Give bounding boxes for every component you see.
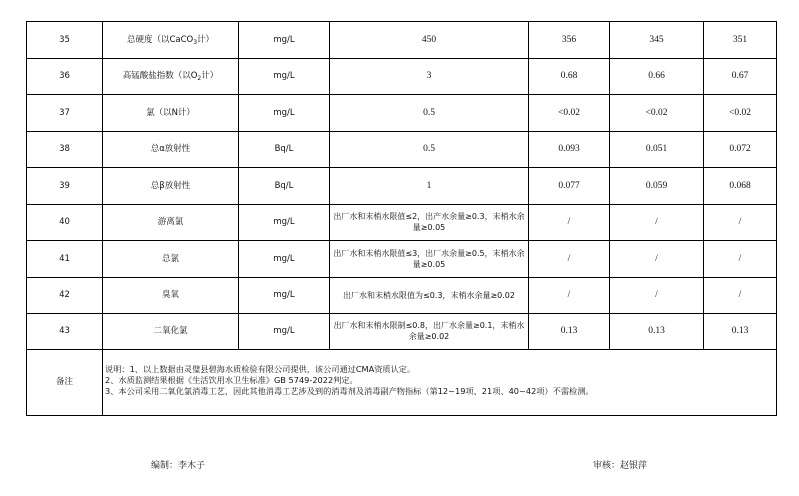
row-number: 38 bbox=[27, 131, 103, 168]
limit-value: 出厂水和末梢水限值≤3，出厂水余量≥0.5，末梢水余量≥0.05 bbox=[330, 241, 529, 278]
notes-row bbox=[27, 349, 777, 415]
result-value-1: 356 bbox=[529, 22, 610, 59]
table-row bbox=[27, 22, 777, 59]
table-row bbox=[27, 58, 777, 95]
result-value-1: <0.02 bbox=[529, 95, 610, 132]
notes-label: 备注 bbox=[27, 349, 103, 415]
unit: mg/L bbox=[239, 58, 330, 95]
item-name: 总β放射性 bbox=[103, 168, 239, 205]
result-value-1: 0.13 bbox=[529, 313, 610, 349]
table-row bbox=[27, 241, 777, 278]
item-name: 总氯 bbox=[103, 241, 239, 278]
result-value-1: 0.077 bbox=[529, 168, 610, 205]
unit: mg/L bbox=[239, 277, 330, 313]
item-name: 总硬度（以CaCO$_3$计） bbox=[103, 22, 239, 59]
limit-value: 出厂水和末梢水限值为≤0.3，末梢水余量≥0.02 bbox=[330, 277, 529, 313]
result-value-2: 0.66 bbox=[610, 58, 704, 95]
result-value-2: <0.02 bbox=[610, 95, 704, 132]
unit: mg/L bbox=[239, 313, 330, 349]
result-value-1: / bbox=[529, 204, 610, 241]
result-value-1: 0.68 bbox=[529, 58, 610, 95]
item-name: 总α放射性 bbox=[103, 131, 239, 168]
signature-footer bbox=[0, 458, 799, 472]
unit: mg/L bbox=[239, 241, 330, 278]
table-row bbox=[27, 95, 777, 132]
result-value-3: 0.072 bbox=[704, 131, 777, 168]
item-name: 二氧化氯 bbox=[103, 313, 239, 349]
result-value-1: / bbox=[529, 277, 610, 313]
table-row bbox=[27, 168, 777, 205]
row-number: 40 bbox=[27, 204, 103, 241]
reviewer-signature: 审核：赵银萍 bbox=[593, 461, 648, 471]
row-number: 43 bbox=[27, 313, 103, 349]
limit-value: 3 bbox=[330, 58, 529, 95]
limit-value: 0.5 bbox=[330, 95, 529, 132]
result-value-2: / bbox=[610, 204, 704, 241]
water-quality-table bbox=[26, 21, 777, 416]
notes-content bbox=[103, 349, 777, 415]
unit: mg/L bbox=[239, 204, 330, 241]
row-number: 39 bbox=[27, 168, 103, 205]
note-line: 说明：1、以上数据由灵璧县碧海水质检验有限公司提供，该公司通过CMA资质认定。 bbox=[105, 363, 416, 374]
row-number: 42 bbox=[27, 277, 103, 313]
limit-value: 1 bbox=[330, 168, 529, 205]
row-number: 35 bbox=[27, 22, 103, 59]
result-value-2: 0.051 bbox=[610, 131, 704, 168]
table-row bbox=[27, 204, 777, 241]
unit: mg/L bbox=[239, 22, 330, 59]
result-value-2: 0.13 bbox=[610, 313, 704, 349]
limit-value: 450 bbox=[330, 22, 529, 59]
limit-value: 出厂水和末梢水限制≤0.8，出厂水余量≥0.1，末梢水余量≥0.02 bbox=[330, 313, 529, 349]
item-name: 高锰酸盐指数（以$O_2$计） bbox=[103, 58, 239, 95]
result-value-3: 0.67 bbox=[704, 58, 777, 95]
result-value-3: / bbox=[704, 241, 777, 278]
unit: Bq/L bbox=[239, 168, 330, 205]
item-name: 臭氧 bbox=[103, 277, 239, 313]
unit: mg/L bbox=[239, 95, 330, 132]
unit: Bq/L bbox=[239, 131, 330, 168]
result-value-3: <0.02 bbox=[704, 95, 777, 132]
result-value-2: / bbox=[610, 241, 704, 278]
result-value-1: / bbox=[529, 241, 610, 278]
row-number: 36 bbox=[27, 58, 103, 95]
result-value-3: / bbox=[704, 277, 777, 313]
note-line: 2、水质监测结果根据《生活饮用水卫生标准》GB 5749-2022判定。 bbox=[105, 374, 358, 385]
result-value-3: 0.068 bbox=[704, 168, 777, 205]
limit-value: 出厂水和末梢水限值≤2，出产水余量≥0.3，末梢水余量≥0.05 bbox=[330, 204, 529, 241]
result-value-3: / bbox=[704, 204, 777, 241]
item-name: 游离氯 bbox=[103, 204, 239, 241]
table-row bbox=[27, 277, 777, 313]
row-number: 37 bbox=[27, 95, 103, 132]
row-number: 41 bbox=[27, 241, 103, 278]
limit-value: 0.5 bbox=[330, 131, 529, 168]
result-value-3: 0.13 bbox=[704, 313, 777, 349]
result-value-2: / bbox=[610, 277, 704, 313]
item-name: 氯（以N计） bbox=[103, 95, 239, 132]
table-row bbox=[27, 131, 777, 168]
result-value-3: 351 bbox=[704, 22, 777, 59]
result-value-2: 345 bbox=[610, 22, 704, 59]
note-line: 3、本公司采用二氧化氯消毒工艺，因此其他消毒工艺涉及到的消毒剂及消毒副产物指标（第12~19项、21项、40~42项）不需检测。 bbox=[105, 385, 594, 396]
result-value-2: 0.059 bbox=[610, 168, 704, 205]
table-row bbox=[27, 313, 777, 349]
result-value-1: 0.093 bbox=[529, 131, 610, 168]
editor-signature: 编制：李木子 bbox=[151, 461, 206, 471]
